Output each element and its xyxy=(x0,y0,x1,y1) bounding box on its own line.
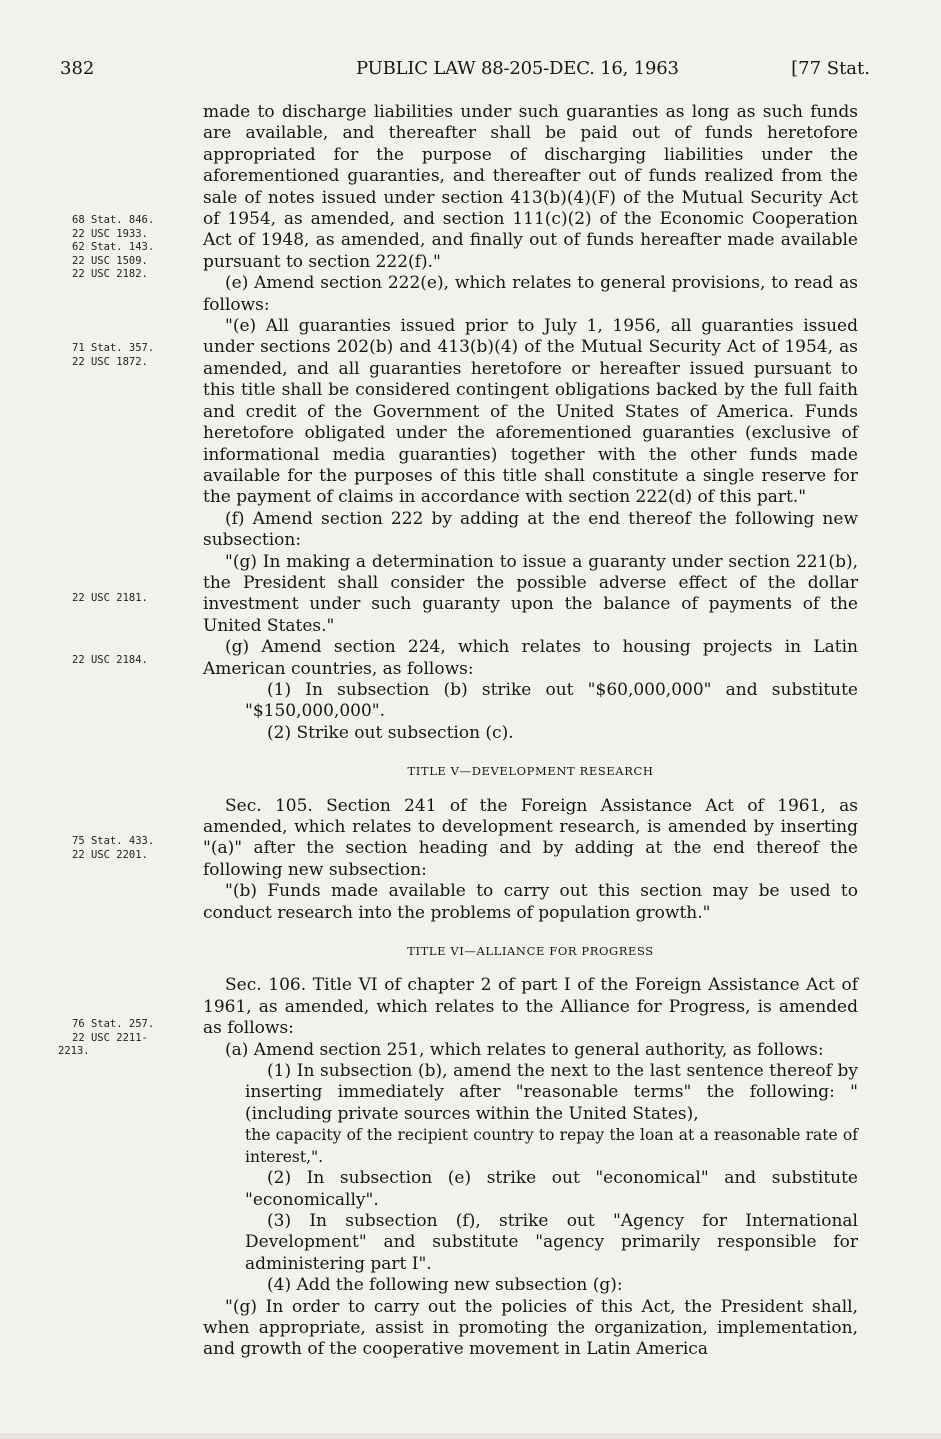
margin-citation: 68 Stat. 846. 22 USC 1933. 62 Stat. 143. 22 USC 1509. 22 USC 2182. xyxy=(72,214,155,280)
page-edge xyxy=(0,1433,941,1439)
page-header xyxy=(60,58,870,82)
paragraph: Sec. 105. Section 241 of the Foreign Assistance Act of 1961, as amended, which relates to development research, is amended by inserting "(a)" after the section heading and by adding at the end thereof the following new subsection: xyxy=(203,795,858,880)
paragraph: (a) Amend section 251, which relates to general authority, as follows: xyxy=(225,1039,824,1060)
running-title: PUBLIC LAW 88-205-DEC. 16, 1963 xyxy=(356,58,679,79)
paragraph: (e) Amend section 222(e), which relates to general provisions, to read as follows: xyxy=(203,273,858,315)
margin-citation: 71 Stat. 357. 22 USC 1872. xyxy=(72,342,155,368)
paragraph: (g) Amend section 224, which relates to housing projects in Latin American countries, as follows: xyxy=(203,637,858,679)
margin-citation: 75 Stat. 433. 22 USC 2201. xyxy=(72,835,155,861)
body-text xyxy=(203,102,858,1361)
margin-citation: 22 USC 2184. xyxy=(72,654,148,666)
paragraph: (1) In subsection (b), amend the next to the last sentence thereof by inserting immediately after "reasonable terms" the following: "(including private sources within the United States), xyxy=(245,1061,858,1124)
subparagraph xyxy=(203,1061,858,1296)
section-heading: TITLE V—DEVELOPMENT RESEARCH xyxy=(407,764,654,779)
paragraph: the capacity of the recipient country to repay the loan at a reasonable rate of interest,". xyxy=(245,1126,858,1166)
paragraph: (3) In subsection (f), strike out "Agency for International Development" and substitute "agency primarily responsible for administering part I". xyxy=(245,1210,858,1274)
statute-reference: [77 Stat. xyxy=(791,58,870,79)
margin-citation: 76 Stat. 257. 22 USC 2211- 2213. xyxy=(58,1018,155,1057)
page-number: 382 xyxy=(60,58,95,79)
paragraph: made to discharge liabilities under such guaranties as long as such funds are available, and thereafter shall be paid out of funds heretofore appropriated for the purpose of discharging liabilities under the aforementioned guaranties, and thereafter out of funds realized from the sale of notes issued under section 413(b)(4)(F) of the Mutual Security Act of 1954, as amended, and section 111(c)(2) of the Economic Cooperation Act of 1948, as amended, and finally out of funds hereafter made available pursuant to section 222(f)." xyxy=(203,102,858,272)
paragraph: (f) Amend section 222 by adding at the end thereof the following new subsection: xyxy=(203,508,858,551)
paragraph: (4) Add the following new subsection (g): xyxy=(267,1275,623,1296)
margin-citation: 22 USC 2181. xyxy=(72,592,148,604)
paragraph: Sec. 106. Title VI of chapter 2 of part I of the Foreign Assistance Act of 1961, as amended, which relates to the Alliance for Progress, is amended as follows: xyxy=(203,975,858,1039)
paragraph: "(g) In order to carry out the policies of this Act, the President shall, when appropriate, assist in promoting the organization, implementation, and growth of the cooperative movement in Latin America xyxy=(203,1296,858,1360)
paragraph: (2) Strike out subsection (c). xyxy=(267,722,514,743)
paragraph: "(b) Funds made available to carry out this section may be used to conduct research into the problems of population growth." xyxy=(203,881,858,923)
paragraph: (2) In subsection (e) strike out "economical" and substitute "economically". xyxy=(245,1168,858,1210)
paragraph: (1) In subsection (b) strike out "$60,000,000" and substitute "$150,000,000". xyxy=(245,679,858,722)
section-heading: TITLE VI—ALLIANCE FOR PROGRESS xyxy=(407,944,654,959)
paragraph: "(g) In making a determination to issue a guaranty under section 221(b), the President shall consider the possible adverse effect of the dollar investment under such guaranty upon the balance of payments of the United States." xyxy=(203,551,858,636)
paragraph: "(e) All guaranties issued prior to July 1, 1956, all guaranties issued under sections 202(b) and 413(b)(4) of the Mutual Security Act of 1954, as amended, and all guaranties heretofore or hereafter issued pursuant to this title shall be considered contingent obligations backed by the full faith and credit of the Government of the United States of America. Funds heretofore obligated under the aforementioned guaranties (exclusive of informational media guaranties) together with the other funds made available for the purposes of this title shall constitute a single reserve for the payment of claims in accordance with section 222(d) of this part." xyxy=(203,316,858,508)
